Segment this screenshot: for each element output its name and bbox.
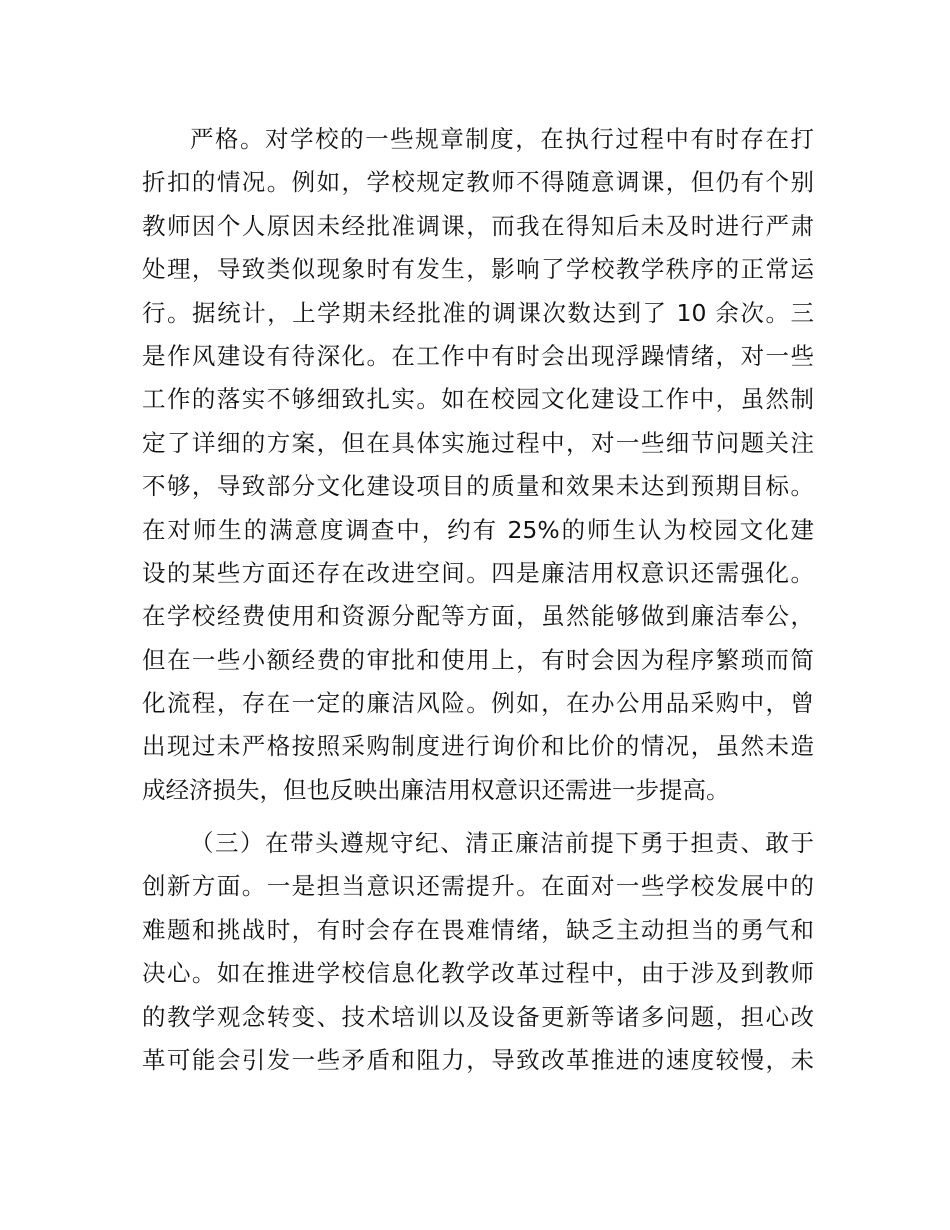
text-line: 处理，导致类似现象时有发生，影响了学校教学秩序的正常运 [142, 255, 814, 284]
text-line: 折扣的情况。例如，学校规定教师不得随意调课，但仍有个别 [142, 168, 814, 197]
text-line: 难题和挑战时，有时会存在畏难情绪，缺乏主动担当的勇气和 [142, 915, 814, 944]
paragraph-three [142, 822, 814, 1082]
text-line: 教师因个人原因未经批准调课，而我在得知后未及时进行严肃 [142, 211, 814, 240]
text-line: 出现过未严格按照采购制度进行询价和比价的情况，虽然未造 [142, 732, 814, 761]
text-line: 定了详细的方案，但在具体实施过程中，对一些细节问题关注 [142, 428, 814, 457]
text-line: 行。据统计，上学期未经批准的调课次数达到了 10 余次。三 [142, 298, 814, 327]
text-line: （三）在带头遵规守纪、清正廉洁前提下勇于担责、敢于 [190, 829, 814, 857]
text-line: 创新方面。一是担当意识还需提升。在面对一些学校发展中的 [142, 872, 814, 901]
text-line: 不够，导致部分文化建设项目的质量和效果未达到预期目标。 [142, 472, 814, 501]
text-line: 在学校经费使用和资源分配等方面，虽然能够做到廉洁奉公， [142, 602, 814, 631]
paragraph-continued [142, 118, 814, 812]
text-line: 的教学观念转变、技术培训以及设备更新等诸多问题，担心改 [142, 1002, 814, 1031]
text-line: 化流程，存在一定的廉洁风险。例如，在办公用品采购中，曾 [142, 689, 814, 718]
text-line: 严格。对学校的一些规章制度，在执行过程中有时存在打 [190, 125, 814, 153]
text-line: 设的某些方面还存在改进空间。四是廉洁用权意识还需强化。 [142, 558, 814, 587]
text-line: 决心。如在推进学校信息化教学改革过程中，由于涉及到教师 [142, 959, 814, 988]
text-line: 革可能会引发一些矛盾和阻力，导致改革推进的速度较慢，未 [142, 1045, 814, 1074]
text-line: 在对师生的满意度调查中，约有 25%的师生认为校园文化建 [142, 515, 814, 544]
text-line: 但在一些小额经费的审批和使用上，有时会因为程序繁琐而简 [142, 645, 814, 674]
text-line: 工作的落实不够细致扎实。如在校园文化建设工作中，虽然制 [142, 385, 814, 414]
text-line: 是作风建设有待深化。在工作中有时会出现浮躁情绪，对一些 [142, 341, 814, 370]
text-line: 成经济损失，但也反映出廉洁用权意识还需进一步提高。 [142, 775, 730, 804]
